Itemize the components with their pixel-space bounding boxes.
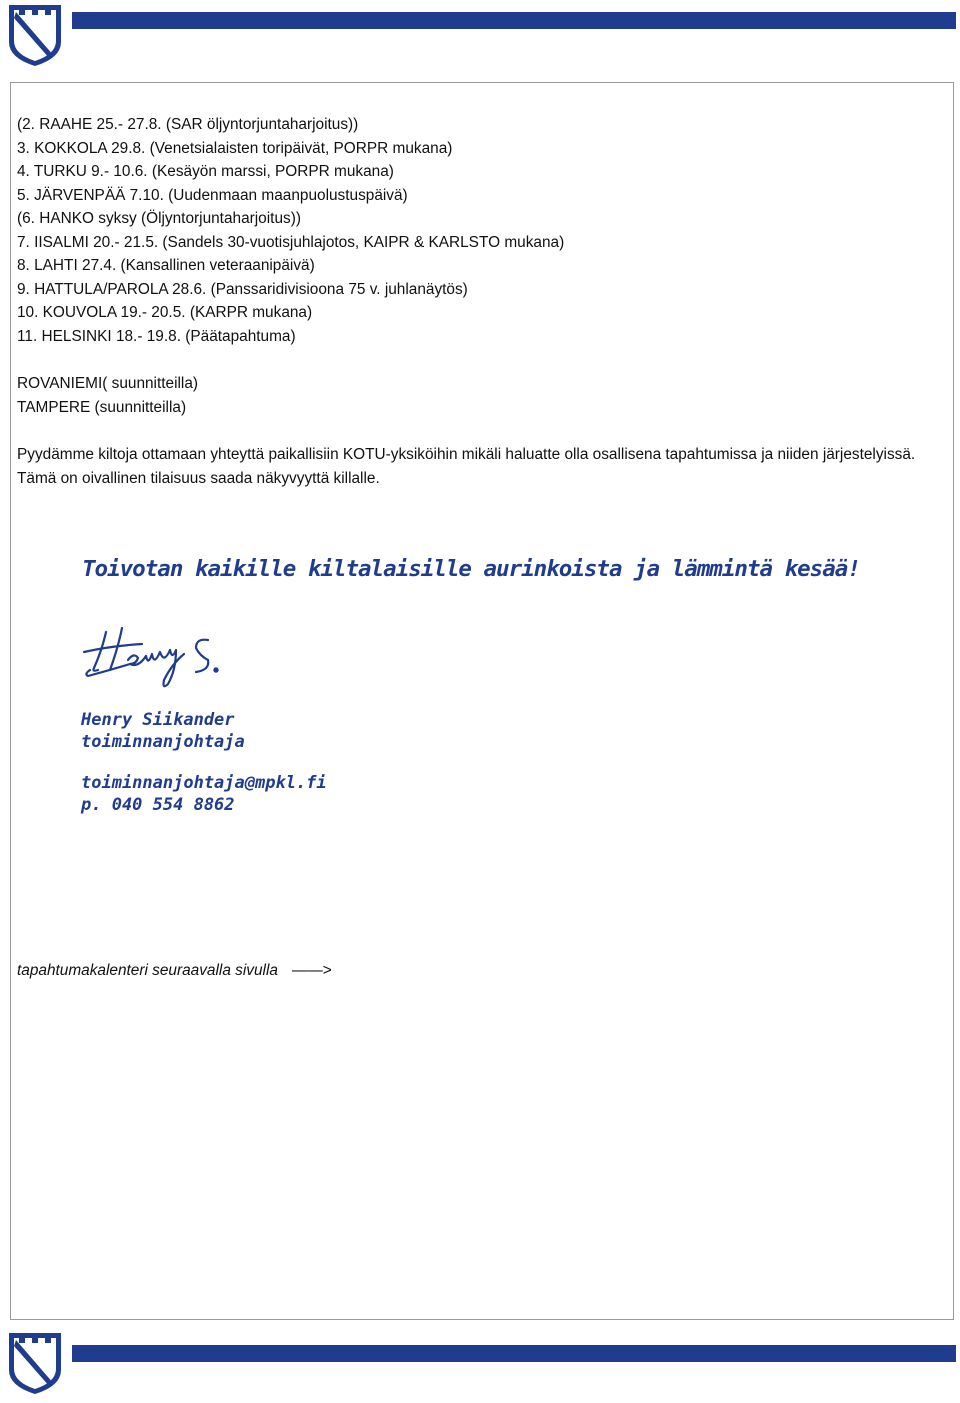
event-list xyxy=(17,113,564,348)
event-item: 9. HATTULA/PAROLA 28.6. (Panssaridivisioona 75 v. juhlanäytös) xyxy=(17,280,468,298)
event-item: 5. JÄRVENPÄÄ 7.10. (Uudenmaan maanpuolustuspäivä) xyxy=(17,186,408,204)
signer-name: Henry Siikander xyxy=(81,710,235,730)
email-link[interactable]: toiminnanjohtaja@mpkl.fi xyxy=(81,773,327,793)
planned-list xyxy=(17,372,198,419)
event-item: 7. IISALMI 20.- 21.5. (Sandels 30-vuotisjuhlajotos, KAIPR & KARLSTO mukana) xyxy=(17,233,565,251)
castle-shield-logo xyxy=(6,1330,64,1396)
event-item: (2. RAAHE 25.- 27.8. (SAR öljyntorjuntaharjoitus)) xyxy=(17,116,359,133)
planned-item: TAMPERE (suunnitteilla) xyxy=(17,398,187,416)
header-band xyxy=(72,12,956,29)
planned-item: ROVANIEMI( suunnitteilla) xyxy=(17,375,199,392)
greeting-text: Toivotan kaikille kiltalaisille aurinkoista ja lämmintä kesää! xyxy=(82,556,860,582)
event-item: 11. HELSINKI 18.- 19.8. (Päätapahtuma) xyxy=(17,327,296,345)
event-item: 10. KOUVOLA 19.- 20.5. (KARPR mukana) xyxy=(17,304,313,321)
next-page-text: tapahtumakalenteri seuraavalla sivulla xyxy=(17,962,278,979)
signature-block xyxy=(81,709,245,753)
next-page-note xyxy=(17,962,332,980)
event-item: 8. LAHTI 27.4. (Kansallinen veteraanipäivä) xyxy=(17,257,315,274)
arrow-right-icon: ——> xyxy=(291,962,332,979)
event-item: 3. KOKKOLA 29.8. (Venetsialaisten toripäivät, PORPR mukana) xyxy=(17,139,453,157)
note-paragraph: Pyydämme kiltoja ottamaan yhteyttä paikallisiin KOTU-yksiköihin mikäli haluatte olla osallisena tapahtumissa ja niiden järjestelyissä. Tämä on oivallinen tilaisuus saada näkyvyyttä killalle. xyxy=(17,446,916,487)
contact-block xyxy=(81,772,327,816)
event-item: 4. TURKU 9.- 10.6. (Kesäyön marssi, PORPR mukana) xyxy=(17,163,394,180)
signer-title: toiminnanjohtaja xyxy=(81,732,245,752)
footer-band xyxy=(72,1345,956,1362)
phone-number: p. 040 554 8862 xyxy=(81,795,235,815)
event-item: (6. HANKO syksy (Öljyntorjuntaharjoitus)) xyxy=(17,210,301,227)
castle-shield-logo xyxy=(6,2,64,68)
handwritten-signature xyxy=(80,620,225,690)
